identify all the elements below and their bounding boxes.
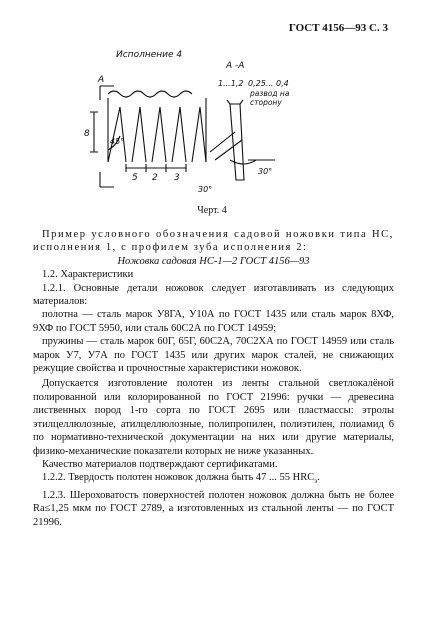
paragraph-1-2-2: 1.2.2. Твердость полотен ножовок должна быть 47 ... 55 $HRC_э$. [42, 472, 320, 486]
dim-1: 1...1,2 [218, 79, 244, 88]
angle-45: 45° [110, 137, 125, 146]
dim-note-1: развод на [250, 89, 290, 98]
document-body [33, 228, 394, 529]
dim-note-2: сторону [250, 98, 282, 107]
paragraph-certificates: Качество материалов подтверждают сертификатами. [42, 458, 278, 470]
dim-2: 0,25... 0,4 [248, 79, 289, 88]
angle-30-left: 30° [198, 185, 213, 194]
section-heading: 1.2. Характеристики [42, 269, 134, 281]
example-paragraph: Пример условного обозначения садовой ножовки типа НС, исполнения 1, с профилем зуба исполнения 2: [33, 229, 394, 254]
paragraph-springs: пружины — сталь марок 60Г, 65Г, 60С2А, 70С2ХА по ГОСТ 14959 или сталь марок У7, У7А по ГОСТ 1435 или других марок сталей, не снижающих режущие свойства и прочностные характеристики ножовок. [33, 336, 394, 375]
paragraph-1-2-1: 1.2.1. Основные детали ножовок следует изготавливать из следующих материалов: [33, 282, 394, 308]
page-header: ГОСТ 4156—93 С. 3 [288, 22, 388, 34]
angle-30-right: 30° [258, 167, 273, 176]
saw-tooth-drawing [80, 42, 310, 207]
designation-example: Ножовка садовая НС-1—2 ГОСТ 4156—93 [117, 255, 310, 267]
section-mark-a: А [98, 75, 105, 85]
paragraph-allowed-materials: Допускается изготовление полотен из ленты стальной светлокалёной полированной или колорированной по ГОСТ 21996: ручки — древесина лиственных пород 1-го сорта по ГОСТ 2695 или пластмассы: этролы этилцеллюлозные, атилцеллюлозные, полипропилен, полиэтилен, полиамид 6 по нормативно-технической документации на них или другие материалы, физико-механические показатели которых не ниже указанных. [33, 378, 394, 457]
section-label: А -А [226, 61, 245, 71]
paragraph-1-2-3: 1.2.3. Шероховатость поверхностей полотен ножовок должна быть не более Ra≤1,25 мкм по ГОСТ 2789, а изготовленных из стальной ленты — по ГОСТ 21996. [33, 489, 394, 528]
dim-8: 8 [84, 129, 90, 139]
dim-3: 3 [174, 173, 180, 183]
dim-2b: 2 [152, 173, 158, 183]
figure-caption: Черт. 4 [197, 205, 227, 216]
paragraph-blades: полотна — сталь марок У8ГА, У10А по ГОСТ 1435 или сталь марок 8ХФ, 9ХФ по ГОСТ 5950, или сталь 60С2А по ГОСТ 14959; [33, 309, 394, 334]
dim-5: 5 [132, 173, 138, 183]
variant-label: Исполнение 4 [116, 50, 183, 60]
